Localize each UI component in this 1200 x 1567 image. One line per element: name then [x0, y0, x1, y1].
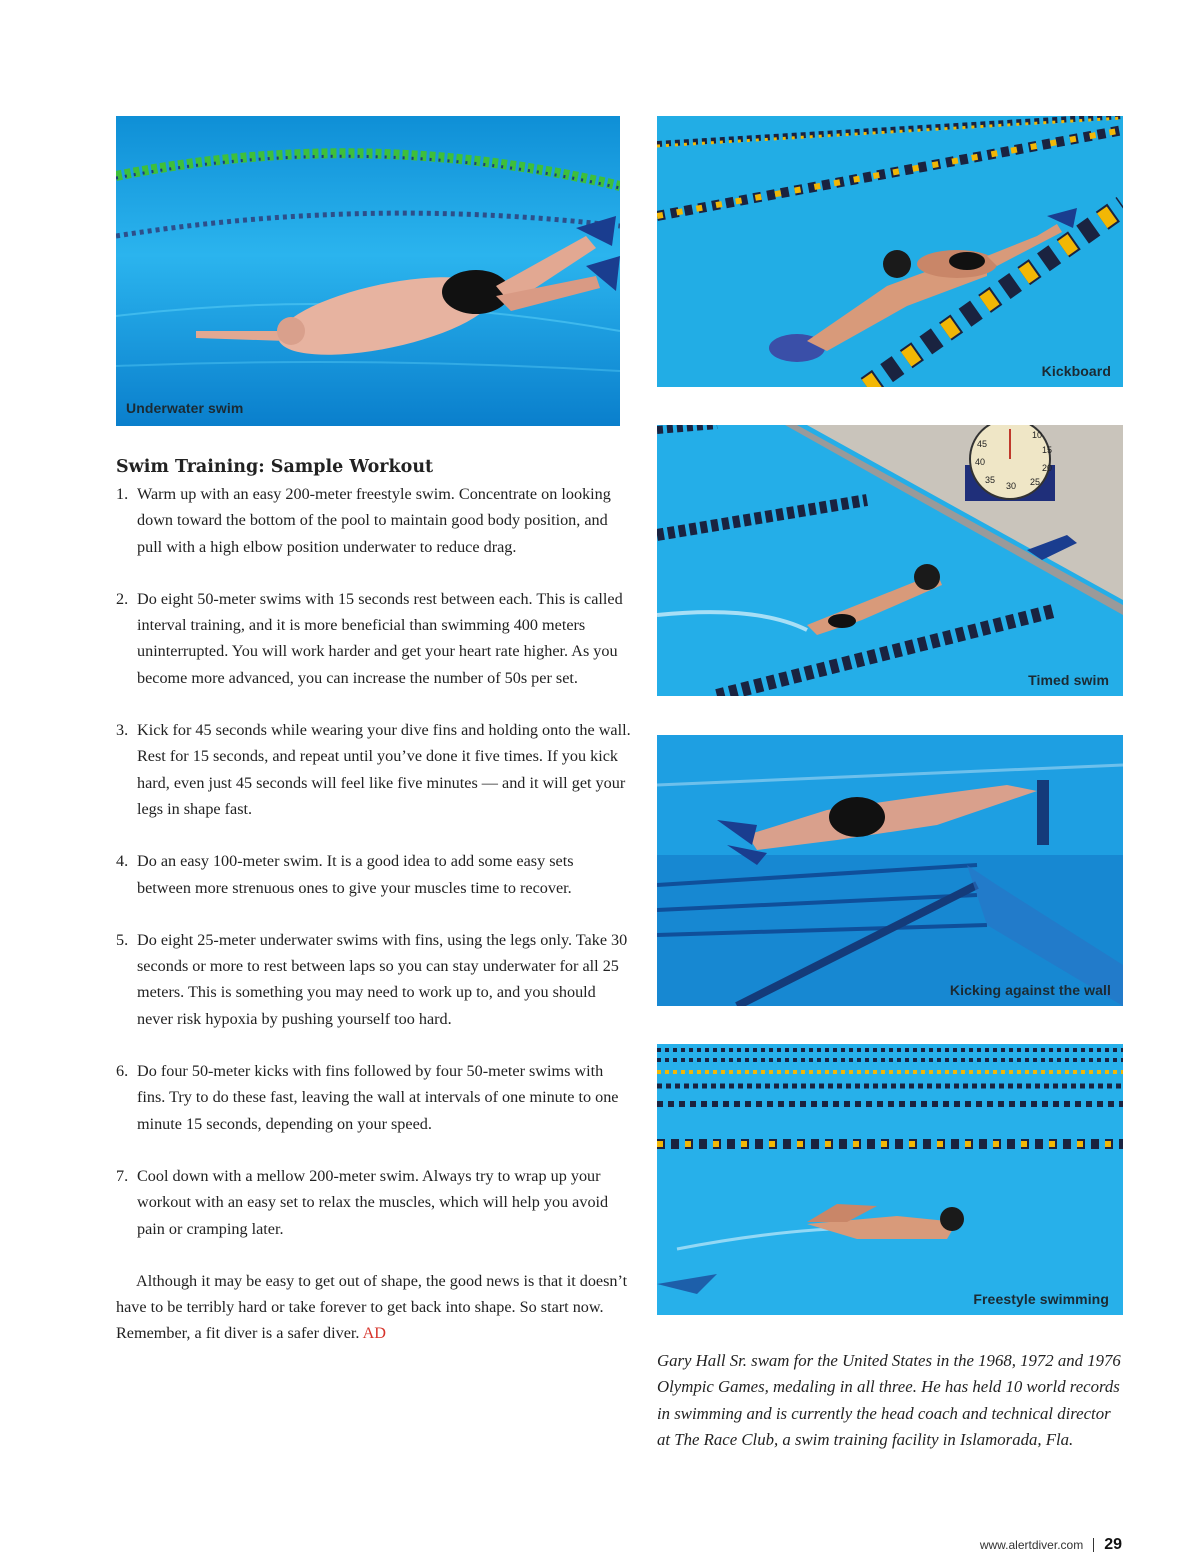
step-number: 4.	[116, 852, 129, 871]
footer-url: www.alertdiver.com	[979, 1538, 1084, 1552]
clock-number: 45	[977, 439, 988, 449]
workout-step	[116, 481, 631, 560]
page-footer	[980, 1536, 1122, 1554]
photo-timed-swim	[657, 425, 1123, 696]
clock-number: 30	[1006, 481, 1017, 491]
step-number: 2.	[116, 589, 129, 608]
workout-step	[116, 848, 631, 901]
step-text: Warm up with an easy 200-meter freestyle swim. Concentrate on looking down toward the bottom of the pool to maintain good body position, and pull with a high elbow position underwater to reduce drag.	[137, 485, 611, 556]
clock-number: 20	[1042, 463, 1053, 473]
closing-text: Although it may be easy to get out of shape, the good news is that it doesn’t have to be terribly hard or take forever to get back into shape. So start now. Remember, a fit diver is a safer diver.	[116, 1271, 628, 1343]
step-number: 7.	[116, 1166, 129, 1185]
workout-step	[116, 1058, 631, 1137]
workout-steps	[116, 481, 631, 1242]
workout-title: Swim Training: Sample Workout	[116, 457, 434, 477]
footer-divider	[1093, 1538, 1094, 1552]
step-text: Kick for 45 seconds while wearing your dive fins and holding onto the wall. Rest for 15 seconds, and repeat until you’ve done it five times. If you kick hard, even just 45 seconds will feel like five minutes — and it will get your legs in shape fast.	[137, 721, 631, 818]
page-number: 29	[1104, 1536, 1122, 1553]
photo-caption: Kickboard	[1041, 363, 1111, 379]
photo-kicking-wall	[657, 735, 1123, 1006]
photo-freestyle-swimming	[657, 1044, 1123, 1315]
freestyle-illustration	[657, 1044, 1123, 1315]
clock-number: 40	[975, 457, 986, 467]
end-mark: AD	[362, 1324, 386, 1343]
timed-swim-illustration	[657, 425, 1123, 696]
step-number: 3.	[116, 721, 129, 740]
clock-number: 10	[1032, 430, 1043, 440]
photo-underwater-swim	[116, 116, 620, 426]
workout-step	[116, 927, 631, 1032]
clock-number: 25	[1030, 477, 1041, 487]
workout-step	[116, 1163, 631, 1242]
step-number: 1.	[116, 485, 129, 503]
author-bio: Gary Hall Sr. swam for the United States in the 1968, 1972 and 1976 Olympic Games, medaling in all three. He has held 10 world records in swimming and is currently the head coach and technical director at The Race Club, a swim training facility in Islamorada, Fla.	[657, 1351, 1121, 1449]
closing-paragraph	[116, 1268, 631, 1347]
photo-caption: Underwater swim	[126, 400, 244, 416]
step-text: Do four 50-meter kicks with fins followed by four 50-meter swims with fins. Try to do these fast, leaving the wall at intervals of one minute to one minute 15 seconds, depending on your speed.	[137, 1062, 619, 1133]
step-text: Cool down with a mellow 200-meter swim. Always try to wrap up your workout with an easy set to relax the muscles, which will help you avoid pain or cramping later.	[137, 1166, 609, 1238]
step-number: 5.	[116, 930, 129, 949]
photo-caption: Timed swim	[1028, 672, 1109, 688]
underwater-swim-illustration	[116, 116, 620, 426]
kickboard-illustration	[657, 116, 1123, 387]
photo-kickboard	[657, 116, 1123, 387]
clock-number: 15	[1042, 445, 1053, 455]
photo-caption: Freestyle swimming	[973, 1291, 1109, 1307]
workout-step	[116, 586, 631, 691]
workout-section	[116, 455, 631, 1347]
step-text: Do eight 25-meter underwater swims with fins, using the legs only. Take 30 seconds or more to rest between laps so you can stay underwater for all 25 meters. This is something you may need to work up to, and you should never risk hypoxia by pushing yourself too hard.	[137, 930, 628, 1028]
photo-caption: Kicking against the wall	[949, 982, 1111, 998]
step-number: 6.	[116, 1062, 129, 1081]
step-text: Do eight 50-meter swims with 15 seconds rest between each. This is called interval training, and it is more beneficial than swimming 400 meters uninterrupted. You will work harder and get your heart rate higher. As you become more advanced, you can increase the number of 50s per set.	[137, 589, 623, 687]
clock-number: 35	[985, 475, 996, 485]
workout-step	[116, 717, 631, 822]
step-text: Do an easy 100-meter swim. It is a good idea to add some easy sets between more strenuous ones to give your muscles time to recover.	[137, 852, 574, 897]
kicking-wall-illustration	[657, 735, 1123, 1006]
